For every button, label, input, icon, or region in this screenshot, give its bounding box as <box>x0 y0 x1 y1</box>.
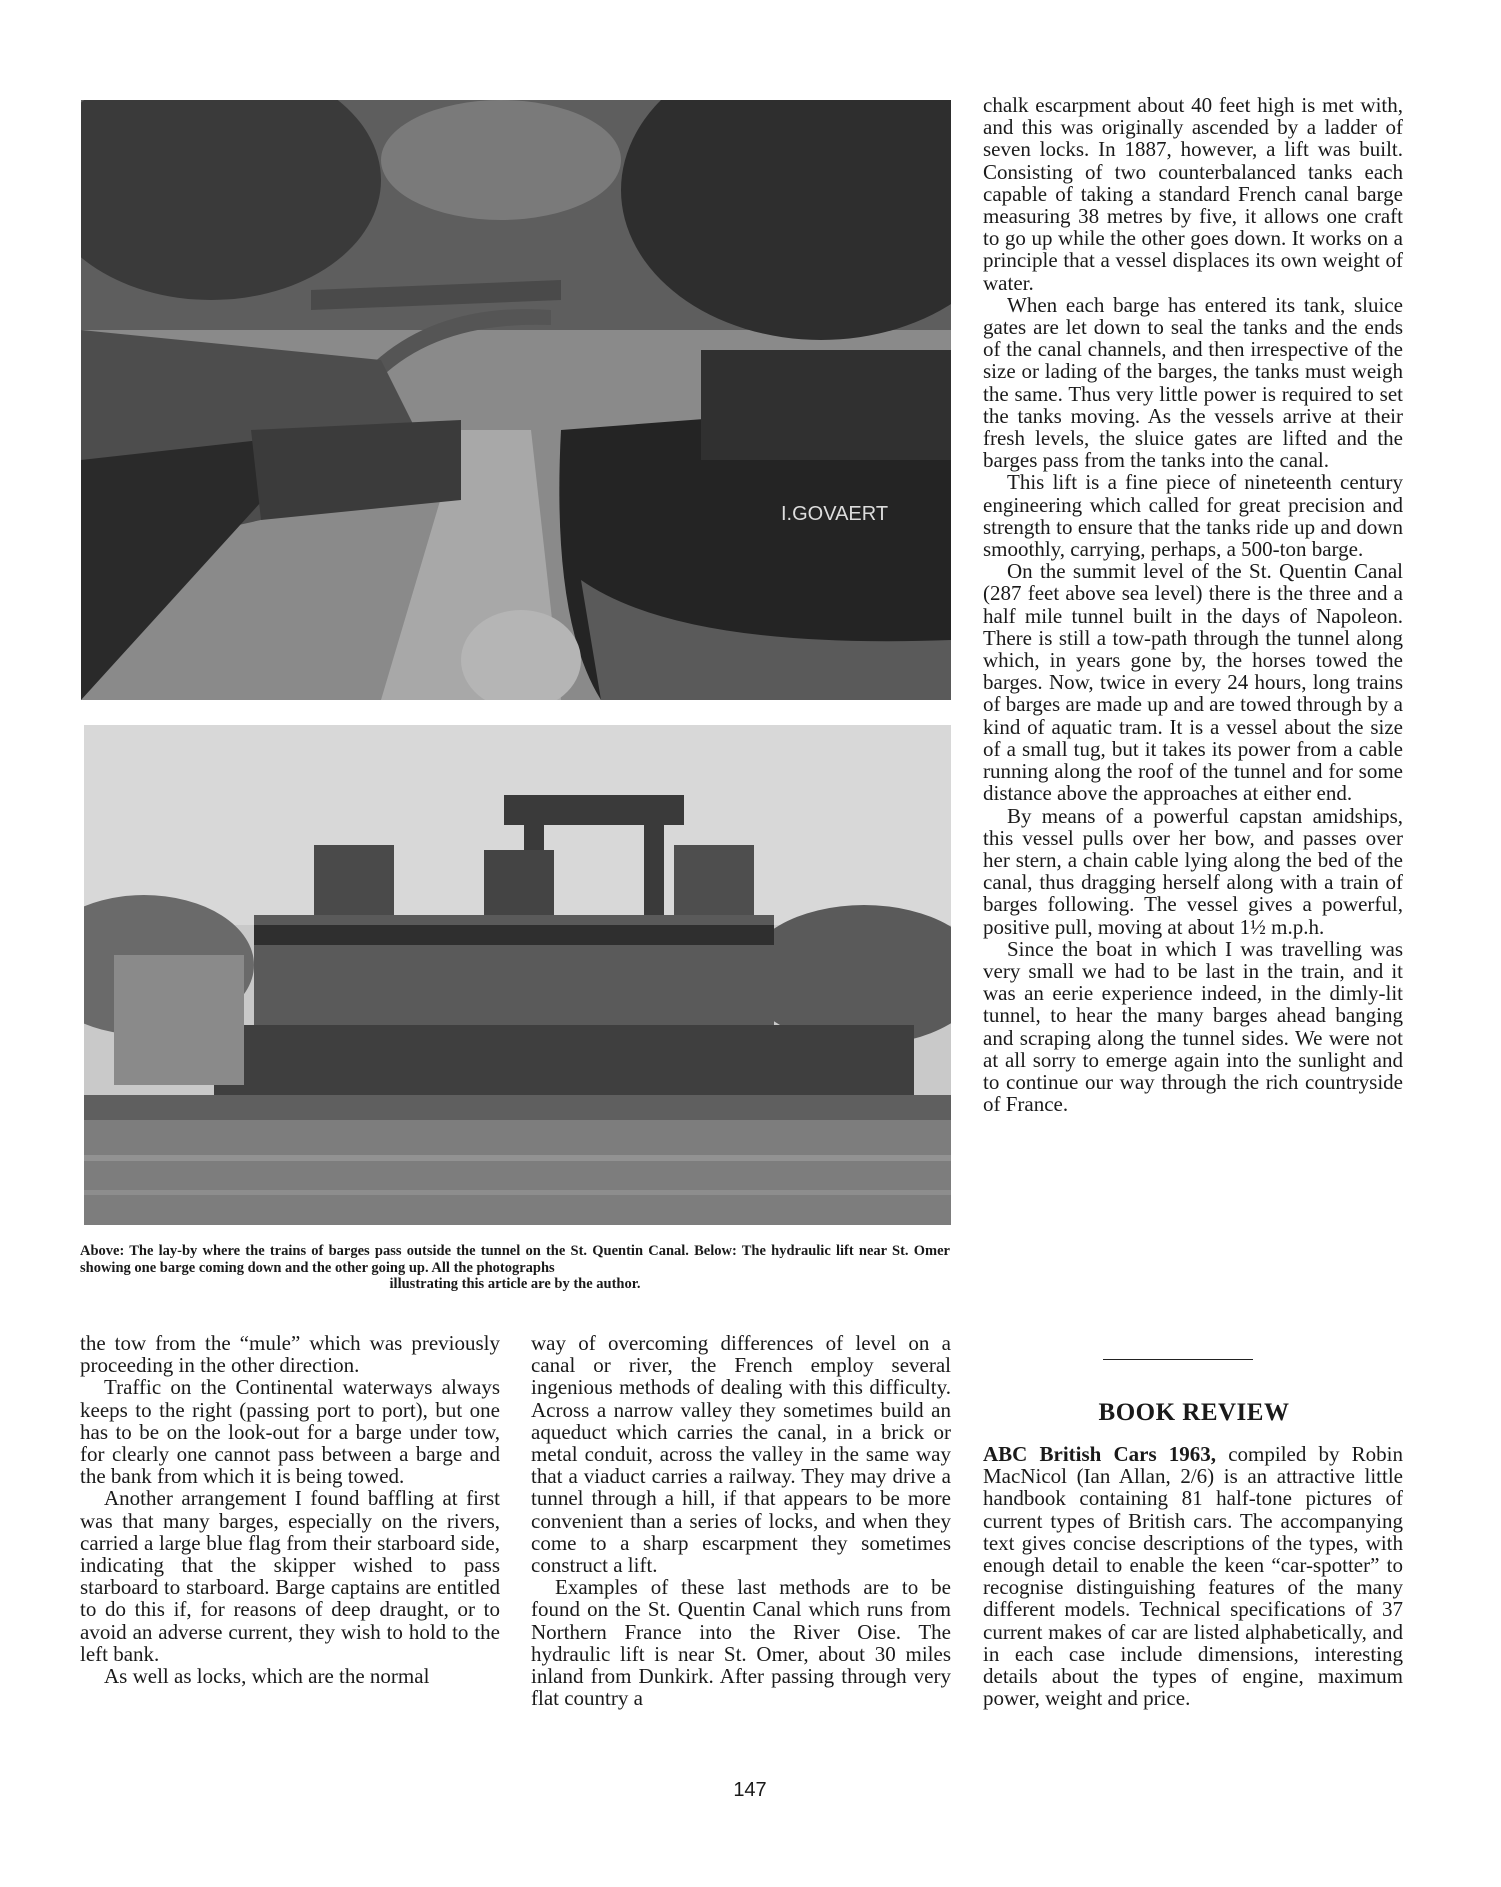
book-review-heading: BOOK REVIEW <box>1098 1399 1290 1426</box>
book-title: ABC British Cars 1963, <box>983 1442 1217 1466</box>
paragraph: On the summit level of the St. Quentin Canal (287 feet above sea level) there is the three and a half mile tunnel built in the days of Napoleon. There is still a tow-path through the tunnel along which, in years gone by, the horses towed the barges. Now, twice in every 24 hours, long trains of barges are made up and are towed through by a kind of aquatic tram. It is a vessel about the size of a small tug, but it takes its power from a cable running along the roof of the tunnel and for some distance above the approaches at either end. <box>983 559 1403 806</box>
paragraph: Examples of these last methods are to be found on the St. Quentin Canal which runs from Northern France into the River Oise. The hydraulic lift is near St. Omer, about 30 miles inland from Dunkirk. After passing through very flat country a <box>531 1575 951 1711</box>
caption-last-line: illustrating this article are by the author. <box>389 1276 641 1292</box>
book-review-text: compiled by Robin MacNicol (Ian Allan, 2/6) is an attractive little handbook containing 81 half-tone pictures of current types of British cars. The accompanying text gives concise descriptions of the types, with enough detail to enable the keen “car-spotter” to recognise distinguishing features of the many different models. Technical specifications of 37 current makes of car are listed alphabetically, and in each case include dimensions, interesting details about the types of engine, maximum power, weight and price. <box>983 1442 1403 1711</box>
paragraph: chalk escarpment about 40 feet high is met with, and this was originally ascended by a ladder of seven locks. In 1887, however, a lift was built. Consisting of two counterbalanced tanks each capable of taking a standard French canal barge measuring 38 metres by five, it allows one craft to go up while the other goes down. It works on a principle that a vessel displaces its own weight of water. <box>983 93 1403 295</box>
hydraulic-lift-photo <box>84 725 951 1225</box>
paragraph: Another arrangement I found baffling at first was that many barges, especially on the rivers, carried a large blue flag from their starboard side, indicating that the skipper wished to pass starboard to starboard. Barge captains are entitled to do this if, for reasons of deep draught, or to avoid an adverse current, they wish to hold to the left bank. <box>80 1486 500 1666</box>
paragraph: When each barge has entered its tank, sluice gates are let down to seal the tanks and the ends of the canal channels, and then irrespective of the size or lading of the barges, the tanks must weigh the same. Thus very little power is required to set the tanks moving. As the vessels arrive at their fresh levels, the sluice gates are lifted and the barges pass from the tanks into the canal. <box>983 292 1403 473</box>
right-column <box>983 94 1403 1115</box>
paragraph: This lift is a fine piece of nineteenth century engineering which called for great precision and strength to ensure that the tanks ride up and down smoothly, carrying, perhaps, a 500-ton barge. <box>983 470 1403 562</box>
canal-barges-image <box>81 100 951 700</box>
left-column <box>80 1332 500 1687</box>
canal-barges-photo <box>81 100 951 700</box>
book-review-body <box>983 1443 1403 1709</box>
hydraulic-lift-image <box>84 725 951 1225</box>
caption-text: Above: The lay-by where the trains of barges pass outside the tunnel on the St. Quentin Canal. Below: The hydraulic lift near St. Omer showing one barge coming down and the other going up. All the photographs <box>80 1243 950 1276</box>
middle-column <box>531 1332 951 1709</box>
paragraph: way of overcoming differences of level on a canal or river, the French employ several ingenious methods of dealing with this difficulty. Across a narrow valley they sometimes build an aqueduct which carries the canal, in a brick or metal conduit, across the valley in the same way that a viaduct carries a railway. They may drive a tunnel through a hill, if that appears to be more convenient than a series of locks, and when they come to a sharp escarpment they sometimes construct a lift. <box>531 1331 951 1578</box>
paragraph: Traffic on the Continental waterways always keeps to the right (passing port to port), but one has to be on the look-out for a barge under tow, for clearly one cannot pass between a barge and the bank from which it is being towed. <box>80 1375 500 1489</box>
book-review-paragraph <box>983 1443 1403 1709</box>
paragraph: the tow from the “mule” which was previously proceeding in the other direction. <box>80 1331 500 1378</box>
paragraph: By means of a powerful capstan amidships, this vessel pulls over her bow, and passes over her stern, a chain cable lying along the bed of the canal, thus dragging herself along with a train of barges following. The vessel gives a powerful, positive pull, moving at about 1½ m.p.h. <box>983 803 1403 939</box>
paragraph: As well as locks, which are the normal <box>104 1664 430 1689</box>
page-number: 147 <box>733 1779 767 1801</box>
svg-text:I.GOVAERT: I.GOVAERT <box>781 503 889 525</box>
photo-caption <box>80 1243 950 1293</box>
paragraph: Since the boat in which I was travelling was very small we had to be last in the train, and it was an eerie experience indeed, in the dimly-lit tunnel, to hear the many barges ahead banging and scraping along the tunnel sides. We were not at all sorry to emerge again into the sunlight and to continue our way through the rich countryside of France. <box>983 936 1403 1117</box>
section-divider <box>1103 1359 1253 1360</box>
